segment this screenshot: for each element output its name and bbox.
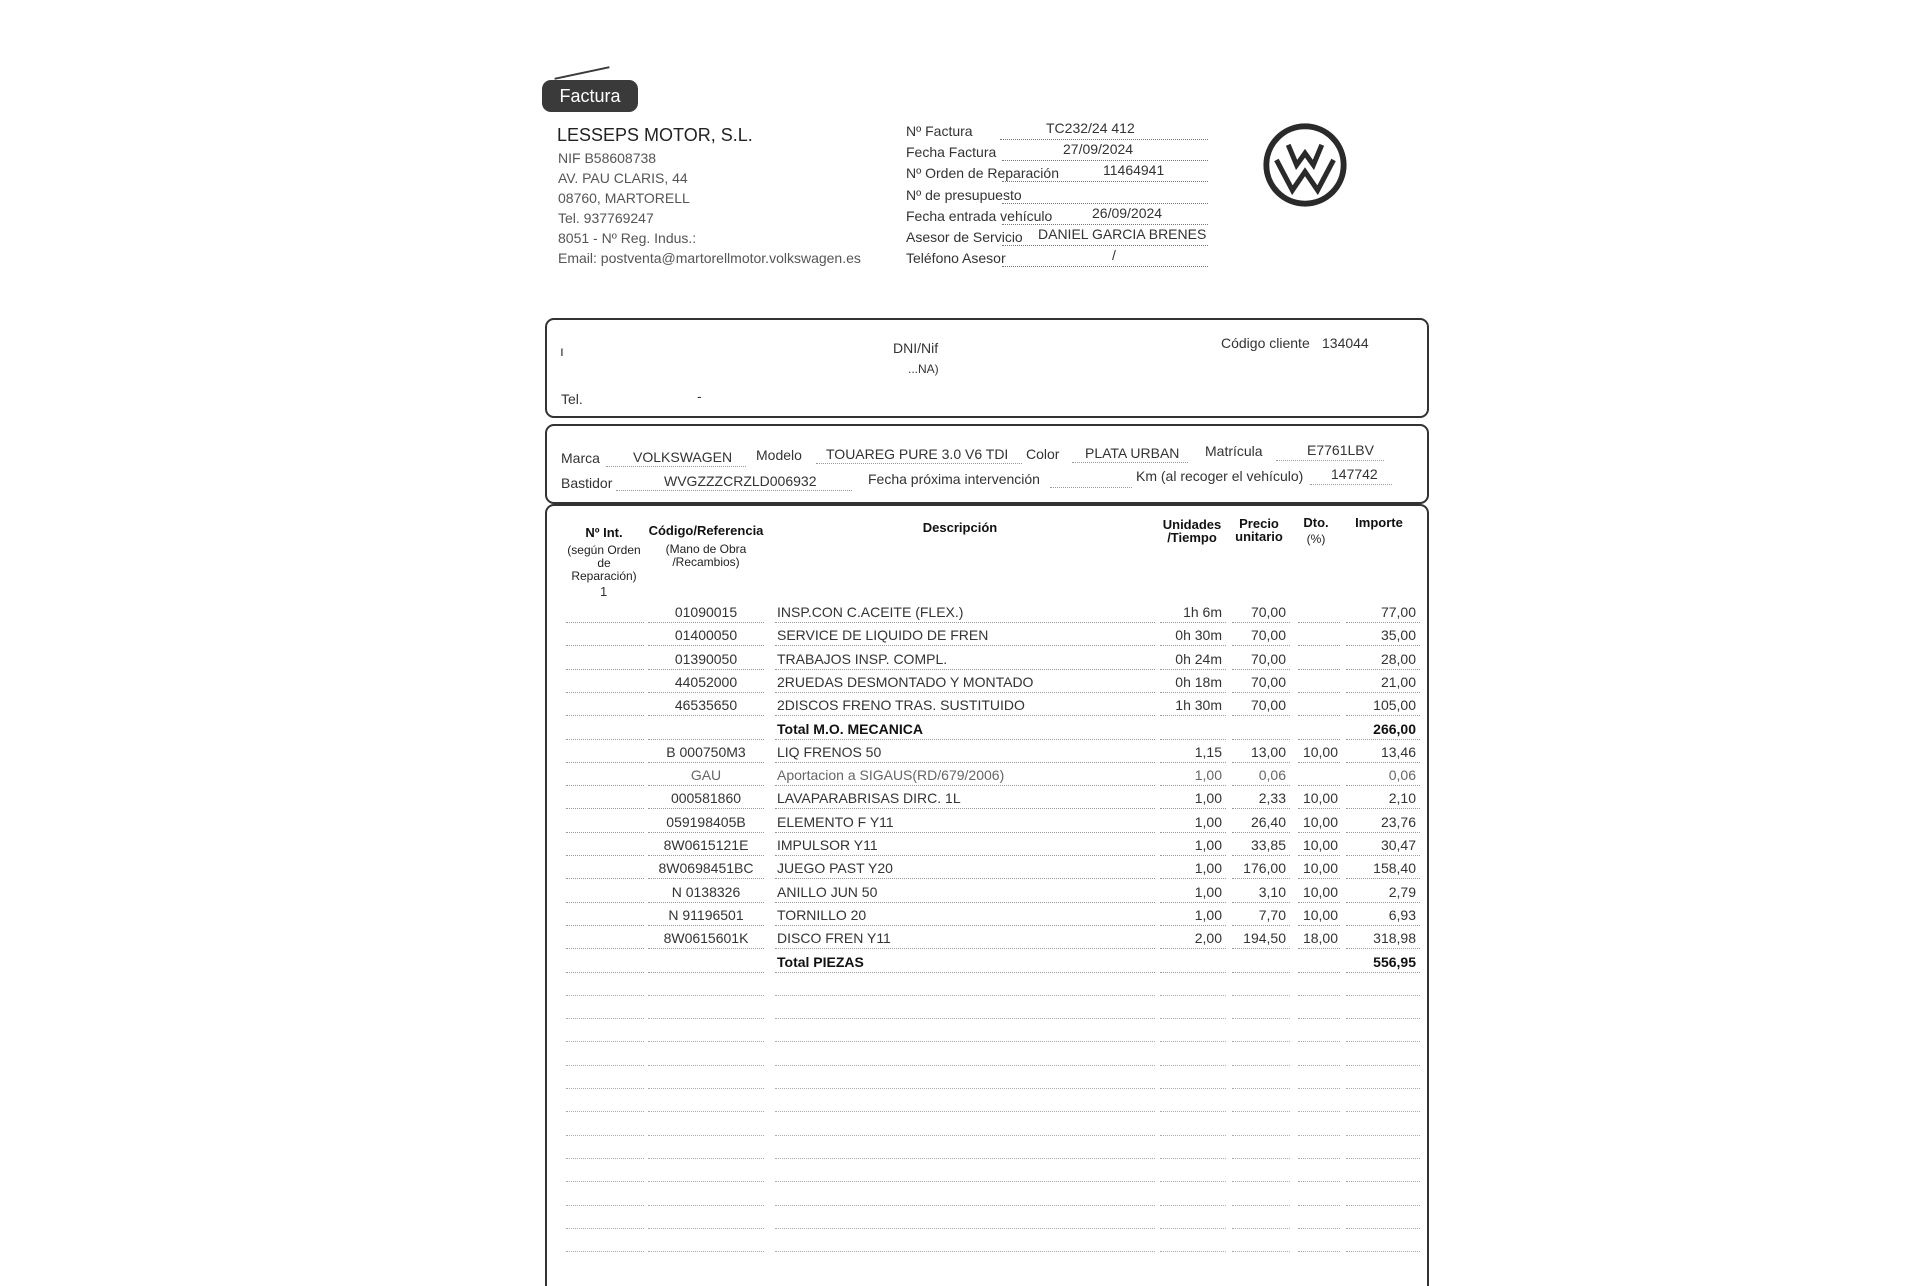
invoice-field-label: Asesor de Servicio	[906, 229, 1023, 245]
row-amount: 28,00	[1380, 650, 1416, 667]
row-discount: 10,00	[1302, 743, 1338, 760]
company-name: LESSEPS MOTOR, S.L.	[557, 125, 753, 145]
row-code: 01390050	[674, 650, 738, 667]
row-units: 1,00	[1194, 790, 1222, 807]
vehicle-matricula-value: E7761LBV	[1307, 442, 1374, 458]
row-unit-price: 194,50	[1243, 930, 1286, 947]
customer-tel-value: -	[697, 388, 702, 404]
row-code: 8W0615601K	[663, 930, 749, 947]
row-units: 1,00	[1194, 860, 1222, 877]
row-amount: 2,79	[1388, 883, 1416, 900]
row-units: 1h 6m	[1183, 604, 1222, 620]
customer-code-value: 134044	[1322, 335, 1369, 351]
row-amount: 35,00	[1380, 627, 1416, 644]
row-code: 8W0615121E	[663, 837, 749, 853]
row-total-amount: 266,00	[1373, 720, 1416, 737]
row-amount: 158,40	[1373, 860, 1416, 877]
row-units: 0h 18m	[1175, 673, 1222, 690]
row-amount: 77,00	[1380, 604, 1416, 620]
invoice-field-value: TC232/24 412	[1046, 120, 1135, 136]
row-unit-price: 70,00	[1250, 604, 1286, 620]
row-code: N 0138326	[671, 883, 741, 900]
invoice-field-label: Teléfono Asesor	[906, 250, 1006, 266]
company-phone: Tel. 937769247	[558, 210, 654, 226]
header-unidades: Unidades /Tiempo	[1162, 517, 1222, 545]
customer-tel-label: Tel.	[561, 391, 583, 407]
row-unit-price: 3,10	[1258, 883, 1286, 900]
customer-dni-label: DNI/Nif	[893, 340, 939, 356]
vehicle-matricula-label: Matrícula	[1205, 443, 1263, 459]
row-unit-price: 0,06	[1258, 767, 1286, 784]
row-unit-price: 70,00	[1250, 650, 1286, 667]
vehicle-km-value: 147742	[1331, 466, 1378, 482]
row-unit-price: 2,33	[1258, 790, 1286, 807]
row-code: 46535650	[674, 697, 738, 714]
row-total-label: Total PIEZAS	[777, 953, 864, 970]
vehicle-marca-label: Marca	[561, 450, 600, 466]
row-amount: 105,00	[1373, 697, 1416, 714]
vehicle-modelo-label: Modelo	[756, 447, 802, 463]
header-codigo: Código/Referencia (Mano de Obra /Recambios)	[648, 523, 764, 569]
row-description: TRABAJOS INSP. COMPL.	[777, 650, 948, 667]
vehicle-next-service-label: Fecha próxima intervención	[868, 471, 1040, 487]
invoice-field-label: Nº Orden de Reparación	[906, 165, 1059, 181]
vehicle-km-label: Km (al recoger el vehículo)	[1136, 468, 1304, 484]
row-discount: 10,00	[1302, 790, 1338, 807]
row-description: IMPULSOR Y11	[777, 837, 878, 853]
row-discount: 18,00	[1302, 930, 1338, 947]
row-total-amount: 556,95	[1373, 953, 1416, 970]
document-type-badge: Factura	[542, 80, 638, 112]
row-amount: 23,76	[1380, 813, 1416, 830]
row-total-label: Total M.O. MECANICA	[777, 720, 923, 737]
row-code: N 91196501	[668, 906, 744, 923]
invoice-field-label: Fecha entrada vehículo	[906, 208, 1053, 224]
row-discount: 10,00	[1302, 837, 1338, 853]
row-code: GAU	[690, 767, 722, 784]
row-description: 2DISCOS FRENO TRAS. SUSTITUIDO	[777, 697, 1025, 714]
row-units: 0h 24m	[1175, 650, 1222, 667]
row-units: 1,00	[1194, 767, 1222, 784]
vehicle-bastidor-value: WVGZZZCRZLD006932	[664, 473, 817, 489]
row-code: 8W0698451BC	[658, 860, 754, 877]
row-description: Aportacion a SIGAUS(RD/679/2006)	[777, 767, 1005, 784]
row-amount: 0,06	[1388, 767, 1416, 784]
vehicle-color-value: PLATA URBAN	[1085, 445, 1180, 461]
company-address: AV. PAU CLARIS, 44	[558, 170, 688, 186]
row-unit-price: 176,00	[1243, 860, 1286, 877]
row-unit-price: 26,40	[1250, 813, 1286, 830]
row-units: 1,00	[1194, 837, 1222, 853]
header-dto: Dto. (%)	[1303, 515, 1329, 546]
row-unit-price: 7,70	[1258, 906, 1286, 923]
row-description: LIQ FRENOS 50	[777, 743, 882, 760]
row-code: B 000750M3	[666, 743, 746, 760]
row-units: 1,00	[1194, 813, 1222, 830]
row-units: 0h 30m	[1175, 627, 1222, 644]
row-code: 01400050	[674, 627, 738, 644]
row-amount: 318,98	[1373, 930, 1416, 947]
customer-address-fragment: ...NA)	[908, 362, 939, 376]
invoice-field-value: DANIEL GARCIA BRENES	[1038, 226, 1207, 242]
header-descripcion: Descripción	[922, 520, 998, 535]
row-units: 2,00	[1194, 930, 1222, 947]
invoice-field-value: 11464941	[1103, 162, 1165, 178]
invoice-field-label: Nº de presupuesto	[906, 187, 1022, 203]
row-units: 1,00	[1194, 883, 1222, 900]
row-code: 059198405B	[666, 813, 746, 830]
customer-name-marker: ı	[560, 343, 564, 359]
row-discount: 10,00	[1302, 860, 1338, 877]
row-description: JUEGO PAST Y20	[777, 860, 893, 877]
row-units: 1,15	[1194, 743, 1222, 760]
row-description: ANILLO JUN 50	[777, 883, 878, 900]
volkswagen-logo-icon	[1263, 123, 1347, 207]
row-amount: 21,00	[1380, 673, 1416, 690]
row-amount: 6,93	[1388, 906, 1416, 923]
row-units: 1h 30m	[1175, 697, 1222, 714]
invoice-field-value: /	[1112, 247, 1116, 263]
row-discount: 10,00	[1302, 813, 1338, 830]
company-email: Email: postventa@martorellmotor.volkswagen.es	[558, 250, 861, 266]
header-precio: Precio unitario	[1235, 516, 1283, 544]
row-unit-price: 70,00	[1250, 697, 1286, 714]
row-amount: 2,10	[1388, 790, 1416, 807]
customer-box	[545, 318, 1429, 418]
row-discount: 10,00	[1302, 906, 1338, 923]
row-unit-price: 70,00	[1250, 627, 1286, 644]
row-code: 01090015	[674, 604, 738, 620]
row-discount: 10,00	[1302, 883, 1338, 900]
vehicle-color-label: Color	[1026, 446, 1060, 462]
row-code: 000581860	[670, 790, 742, 807]
header-importe: Importe	[1355, 515, 1403, 530]
vehicle-bastidor-label: Bastidor	[561, 475, 613, 491]
invoice-field-value: 27/09/2024	[1063, 141, 1134, 157]
row-code: 44052000	[674, 673, 738, 690]
order-number: 1	[600, 584, 608, 599]
row-amount: 13,46	[1380, 743, 1416, 760]
row-description: ELEMENTO F Y11	[777, 813, 894, 830]
row-description: 2RUEDAS DESMONTADO Y MONTADO	[777, 673, 1034, 690]
row-description: SERVICE DE LIQUIDO DE FREN	[777, 627, 989, 644]
invoice-field-value: 26/09/2024	[1092, 205, 1163, 221]
row-amount: 30,47	[1380, 837, 1416, 853]
row-description: TORNILLO 20	[777, 906, 867, 923]
invoice-field-label: Nº Factura	[906, 123, 973, 139]
invoice-field-label: Fecha Factura	[906, 144, 997, 160]
company-city: 08760, MARTORELL	[558, 190, 690, 206]
row-unit-price: 33,85	[1250, 837, 1286, 853]
customer-code-label: Código cliente	[1221, 335, 1310, 351]
vehicle-marca-value: VOLKSWAGEN	[633, 449, 733, 465]
company-registry: 8051 - Nº Reg. Indus.:	[558, 230, 697, 246]
header-nint: Nº Int. (según Orden de Reparación)	[567, 525, 641, 583]
row-description: DISCO FREN Y11	[777, 930, 891, 947]
row-description: LAVAPARABRISAS DIRC. 1L	[777, 790, 961, 807]
vehicle-modelo-value: TOUAREG PURE 3.0 V6 TDI	[826, 446, 1009, 462]
row-description: INSP.CON C.ACEITE (FLEX.)	[777, 604, 964, 620]
company-nif: NIF B58608738	[558, 150, 657, 166]
row-unit-price: 13,00	[1250, 743, 1286, 760]
row-unit-price: 70,00	[1250, 673, 1286, 690]
row-units: 1,00	[1194, 906, 1222, 923]
